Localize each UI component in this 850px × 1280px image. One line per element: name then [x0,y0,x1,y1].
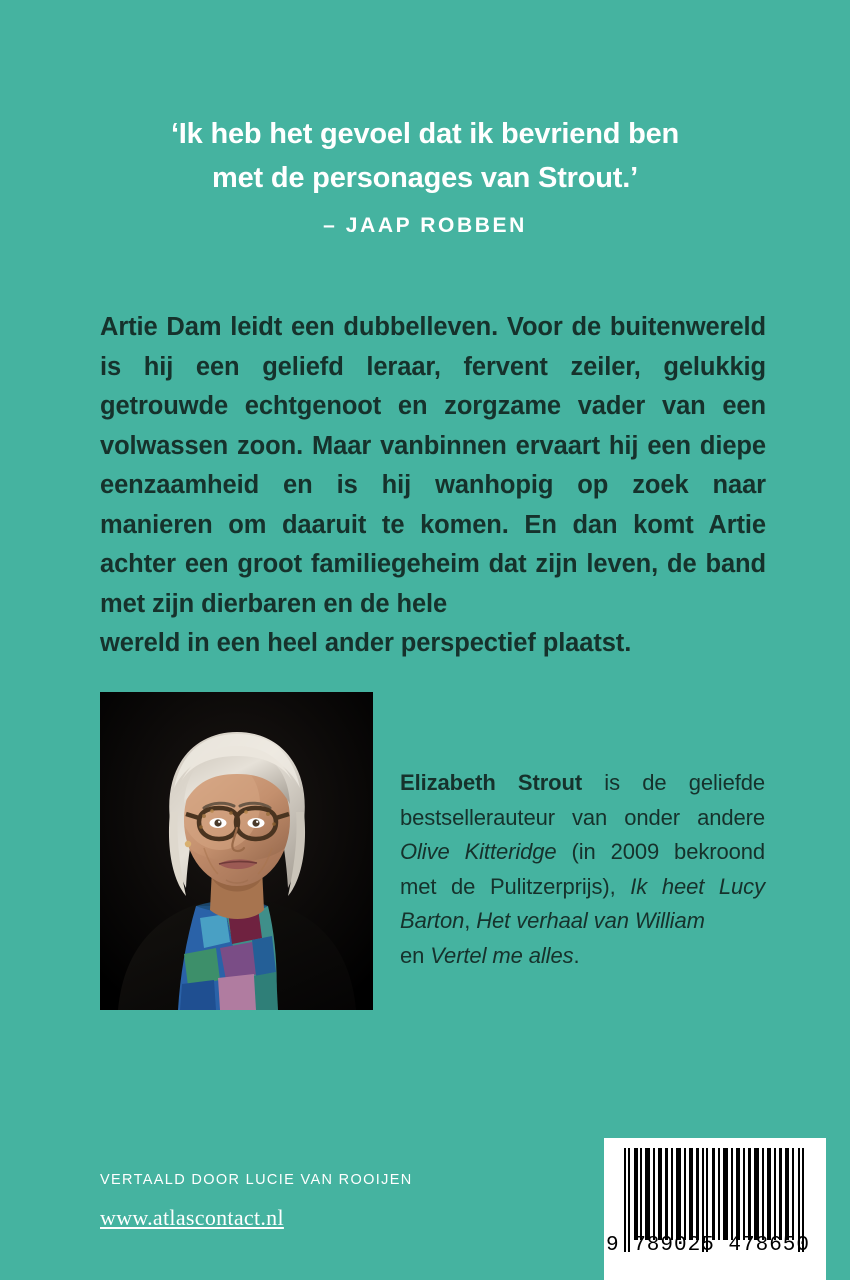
author-portrait [100,692,373,1010]
author-portrait-image [100,692,373,1010]
translator-credit: VERTAALD DOOR LUCIE VAN ROOIJEN [100,1172,413,1188]
bio-part-3: , [464,908,477,933]
bio-part-4: en [400,942,431,968]
book-title-olive-kitteridge: Olive Kitteridge [400,839,557,864]
description-last-line: wereld in een heel ander perspectief plaatst. [100,629,632,657]
pull-quote [100,112,750,238]
quote-line-2: met de personages van Strout.’ [212,162,638,194]
book-title-vertel-me-alles: Vertel me alles [430,942,574,968]
book-title-ik-heet-lucy-barton: Ik heet Lucy Barton [400,873,765,933]
bio-part-1: is de geliefde bestsellerauteur van onder andere [400,770,765,830]
author-bio [400,766,765,973]
book-title-het-verhaal-van-william: Het verhaal van William [476,908,705,933]
publisher-website-link[interactable]: www.atlascontact.nl [100,1205,284,1230]
bio-part-5: . [573,942,580,968]
bio-part-2: (in 2009 bekroond met de Pulitzerprijs), [400,839,765,899]
author-name: Elizabeth Strout [400,770,583,795]
barcode-panel [604,1138,826,1280]
description-text: Artie Dam leidt een dubbelleven. Voor de buitenwereld is hij een geliefd leraar, fervent zeiler, gelukkig getrouwde echtgenoot en zorgzame vader van een volwassen zoon. Maar vanbinnen ervaart hij een diepe eenzaamheid en is hij wanhopig op zoek naar manieren om daaruit te komen. En dan komt Artie achter een groot familiegeheim dat zijn leven, de band met zijn dierbaren en de hele [100,313,766,618]
barcode-digits: 9 789025 478650 [605,1234,811,1257]
book-description [100,308,766,664]
quote-attribution: – JAAP ROBBEN [323,214,527,237]
quote-line-1: ‘Ik heb het gevoel dat ik bevriend ben [170,118,680,150]
bio-tail [400,939,765,974]
